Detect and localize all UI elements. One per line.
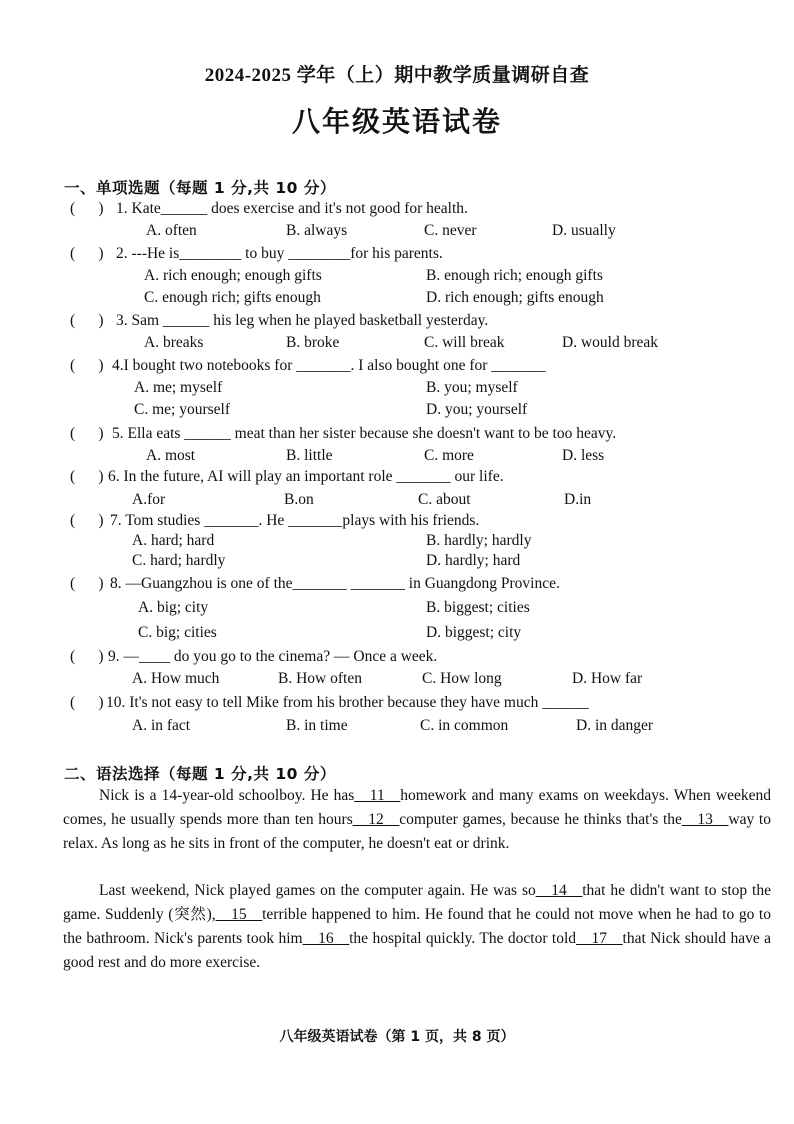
option: D. biggest; city: [426, 624, 522, 641]
option: B. always: [286, 222, 348, 239]
page-footer: 八年级英语试卷（第 1 页，共 8 页）: [279, 1029, 515, 1045]
cloze-blank-11: __11__: [354, 787, 401, 804]
answer-bracket: ( ): [70, 425, 104, 442]
answer-bracket: ( ): [70, 357, 104, 374]
passage-text: that he didn't want to stop the game. Suddenly (突然),: [63, 882, 771, 923]
option: C. me; yourself: [134, 401, 230, 418]
option: B. in time: [286, 717, 348, 734]
option: C. will break: [424, 334, 505, 351]
cloze-blank-17: __17__: [576, 930, 623, 947]
option: C. How long: [422, 670, 502, 687]
option: C. hard; hardly: [132, 552, 226, 569]
passage-text: terrible happened to him. He found that he could not move when he had to go to the bathroom. Nick's parents took him: [63, 906, 771, 947]
passage-paragraph-2: [63, 879, 771, 975]
passage-text: Last weekend, Nick played games on the computer again. He was so: [99, 882, 536, 899]
answer-bracket: ( ): [70, 512, 104, 529]
question-stem: 6. In the future, AI will play an important role _______ our life.: [108, 468, 504, 485]
passage-text: way to relax. As long as he sits in front of the computer, he doesn't eat or drink.: [63, 811, 771, 852]
option: A. rich enough; enough gifts: [144, 267, 322, 284]
answer-bracket: ( ): [70, 245, 104, 262]
section1-heading: 一、单项选题（每题 1 分,共 10 分）: [64, 179, 336, 197]
option: C. about: [418, 491, 471, 508]
option: D. in danger: [576, 717, 654, 734]
option: B. little: [286, 447, 333, 464]
option: C. in common: [420, 717, 509, 734]
section2-heading: 二、语法选择（每题 1 分,共 10 分）: [64, 765, 336, 783]
cloze-blank-12: __12__: [352, 811, 400, 828]
exam-subtitle: 八年级英语试卷: [291, 105, 502, 138]
cloze-blank-14: __14__: [535, 882, 583, 899]
answer-bracket: ( ): [70, 312, 104, 329]
answer-bracket: ( ): [70, 648, 104, 665]
question-stem: 2. ---He is________ to buy ________for his parents.: [116, 245, 443, 262]
option: A. big; city: [138, 599, 209, 616]
cloze-blank-13: __13__: [681, 811, 729, 828]
option: B. broke: [286, 334, 340, 351]
question-stem: 10. It's not easy to tell Mike from his brother because they have much ______: [106, 694, 589, 711]
option: A. hard; hard: [132, 532, 215, 549]
option: B.on: [284, 491, 314, 508]
option: A. How much: [132, 670, 220, 687]
option: B. How often: [278, 670, 362, 687]
option: A. most: [146, 447, 196, 464]
question-stem: 4.I bought two notebooks for _______. I also bought one for _______: [112, 357, 546, 374]
option: A. in fact: [132, 717, 191, 734]
option: B. biggest; cities: [426, 599, 530, 616]
answer-bracket: ( ): [70, 200, 104, 217]
passage-text: computer games, because he thinks that's the: [399, 811, 682, 828]
option: A.for: [132, 491, 166, 508]
passage-paragraph-1: [63, 784, 771, 856]
option: D. you; yourself: [426, 401, 528, 418]
passage-text: Nick is a 14-year-old schoolboy. He has: [99, 787, 355, 804]
option: C. enough rich; gifts enough: [144, 289, 321, 306]
option: A. often: [146, 222, 197, 239]
question-stem: 9. —____ do you go to the cinema? — Once a week.: [108, 648, 438, 665]
option: B. hardly; hardly: [426, 532, 532, 549]
option: D. hardly; hard: [426, 552, 521, 569]
passage-text: homework and many exams on weekdays. When weekend comes, he usually spends more than ten hours: [63, 787, 771, 828]
option: B. you; myself: [426, 379, 518, 396]
question-stem: 1. Kate______ does exercise and it's not good for health.: [116, 200, 468, 217]
option: D. would break: [562, 334, 658, 351]
option: D.in: [564, 491, 592, 508]
cloze-blank-16: __16__: [302, 930, 350, 947]
question-stem: 7. Tom studies _______. He _______plays with his friends.: [110, 512, 480, 529]
question-stem: 5. Ella eats ______ meat than her sister because she doesn't want to be too heavy.: [112, 425, 617, 442]
option: D. usually: [552, 222, 616, 239]
option: C. more: [424, 447, 474, 464]
passage-text: the hospital quickly. The doctor told: [349, 930, 577, 947]
answer-bracket: ( ): [70, 575, 104, 592]
option: D. How far: [572, 670, 643, 687]
passage-text: that Nick should have a good rest and do more exercise.: [63, 930, 771, 971]
question-stem: 3. Sam ______ his leg when he played basketball yesterday.: [116, 312, 489, 329]
option: A. breaks: [144, 334, 204, 351]
option: D. less: [562, 447, 605, 464]
option: A. me; myself: [134, 379, 223, 396]
answer-bracket: ( ): [70, 468, 104, 485]
cloze-blank-15: __15__: [215, 906, 263, 923]
answer-bracket: ( ): [70, 694, 104, 711]
option: C. big; cities: [138, 624, 217, 641]
option: B. enough rich; enough gifts: [426, 267, 603, 284]
option: C. never: [424, 222, 477, 239]
question-stem: 8. —Guangzhou is one of the_______ _______ in Guangdong Province.: [110, 575, 560, 592]
exam-title: 2024-2025 学年（上）期中教学质量调研自查: [204, 65, 590, 86]
option: D. rich enough; gifts enough: [426, 289, 604, 306]
